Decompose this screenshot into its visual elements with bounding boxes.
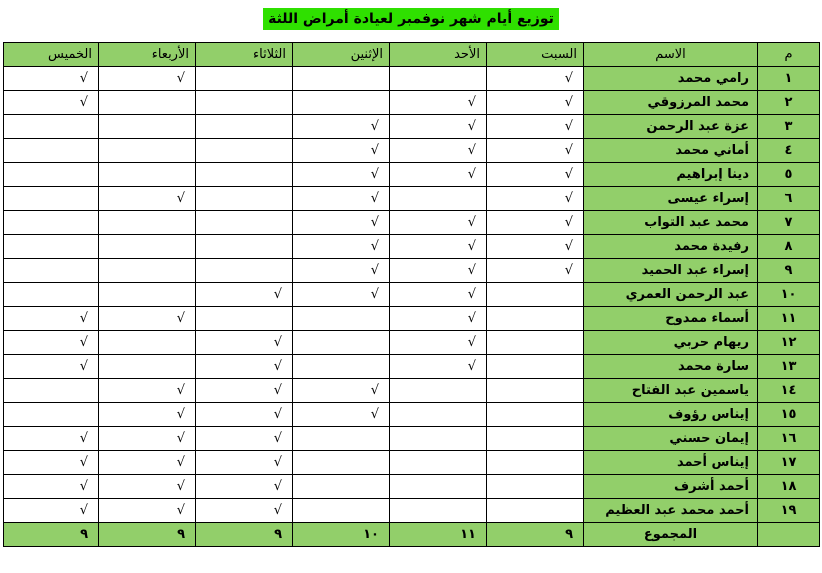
cell-saturday [487,307,584,331]
cell-tuesday [196,307,293,331]
check-monday: √ [293,115,390,139]
table-row [4,163,820,187]
total-saturday: ٩ [487,523,584,547]
cell-saturday [487,451,584,475]
header-name: الاسم [584,43,758,67]
check-monday: √ [293,403,390,427]
check-tuesday: √ [196,283,293,307]
row-number: ٨ [758,235,820,259]
cell-tuesday [196,259,293,283]
row-number: ١٦ [758,427,820,451]
title-wrapper [0,8,822,30]
cell-wednesday [99,163,196,187]
row-name: إيناس أحمد [584,451,758,475]
row-number: ٣ [758,115,820,139]
cell-thursday [4,259,99,283]
check-wednesday: √ [99,379,196,403]
cell-thursday [4,115,99,139]
table-row [4,235,820,259]
table-row [4,451,820,475]
check-sunday: √ [390,139,487,163]
row-number: ١٠ [758,283,820,307]
check-tuesday: √ [196,451,293,475]
check-tuesday: √ [196,427,293,451]
header-thursday: الخميس [4,43,99,67]
check-thursday: √ [4,475,99,499]
total-thursday: ٩ [4,523,99,547]
cell-tuesday [196,115,293,139]
cell-tuesday [196,235,293,259]
cell-monday [293,331,390,355]
header-row [4,43,820,67]
check-thursday: √ [4,91,99,115]
cell-saturday [487,355,584,379]
row-number: ١٩ [758,499,820,523]
row-name: أماني محمد [584,139,758,163]
cell-monday [293,91,390,115]
check-thursday: √ [4,307,99,331]
table-body [4,67,820,523]
cell-sunday [390,427,487,451]
cell-sunday [390,403,487,427]
check-sunday: √ [390,91,487,115]
check-wednesday: √ [99,67,196,91]
table-row [4,331,820,355]
header-wednesday: الأربعاء [99,43,196,67]
check-saturday: √ [487,67,584,91]
check-monday: √ [293,283,390,307]
check-sunday: √ [390,235,487,259]
check-monday: √ [293,211,390,235]
row-number: ١٢ [758,331,820,355]
cell-saturday [487,283,584,307]
row-name: محمد المرزوقي [584,91,758,115]
row-name: دينا إبراهيم [584,163,758,187]
totals-spacer [758,523,820,547]
check-thursday: √ [4,331,99,355]
check-sunday: √ [390,163,487,187]
check-monday: √ [293,379,390,403]
table-row [4,403,820,427]
check-monday: √ [293,139,390,163]
cell-saturday [487,331,584,355]
row-name: أحمد محمد عبد العظيم [584,499,758,523]
schedule-table [3,42,820,547]
check-saturday: √ [487,259,584,283]
totals-row [4,523,820,547]
row-name: رامي محمد [584,67,758,91]
row-number: ٥ [758,163,820,187]
total-wednesday: ٩ [99,523,196,547]
row-number: ١١ [758,307,820,331]
table-row [4,499,820,523]
cell-saturday [487,499,584,523]
cell-saturday [487,475,584,499]
row-number: ١٥ [758,403,820,427]
cell-monday [293,427,390,451]
row-name: إيمان حسني [584,427,758,451]
check-saturday: √ [487,115,584,139]
header-num: م [758,43,820,67]
row-name: إيناس رؤوف [584,403,758,427]
check-monday: √ [293,259,390,283]
header-tuesday: الثلاثاء [196,43,293,67]
check-wednesday: √ [99,451,196,475]
check-saturday: √ [487,91,584,115]
check-wednesday: √ [99,475,196,499]
row-name: أحمد أشرف [584,475,758,499]
table-row [4,475,820,499]
row-number: ٩ [758,259,820,283]
cell-saturday [487,427,584,451]
check-sunday: √ [390,331,487,355]
cell-sunday [390,451,487,475]
check-thursday: √ [4,451,99,475]
cell-monday [293,499,390,523]
table-row [4,427,820,451]
row-number: ٧ [758,211,820,235]
check-saturday: √ [487,211,584,235]
row-name: ياسمين عبد الفتاح [584,379,758,403]
check-thursday: √ [4,67,99,91]
cell-wednesday [99,331,196,355]
cell-sunday [390,379,487,403]
check-wednesday: √ [99,499,196,523]
check-monday: √ [293,163,390,187]
cell-thursday [4,187,99,211]
cell-monday [293,307,390,331]
row-name: محمد عبد التواب [584,211,758,235]
table-row [4,283,820,307]
cell-thursday [4,163,99,187]
row-number: ١٧ [758,451,820,475]
cell-thursday [4,235,99,259]
row-number: ٤ [758,139,820,163]
check-monday: √ [293,187,390,211]
check-sunday: √ [390,283,487,307]
table-row [4,211,820,235]
check-sunday: √ [390,115,487,139]
check-tuesday: √ [196,379,293,403]
row-name: رفيدة محمد [584,235,758,259]
cell-sunday [390,187,487,211]
cell-wednesday [99,283,196,307]
row-number: ١٨ [758,475,820,499]
row-name: إسراء عيسى [584,187,758,211]
cell-wednesday [99,211,196,235]
check-wednesday: √ [99,427,196,451]
header-monday: الإثنين [293,43,390,67]
check-sunday: √ [390,307,487,331]
table-row [4,139,820,163]
check-sunday: √ [390,211,487,235]
cell-thursday [4,379,99,403]
header-saturday: السبت [487,43,584,67]
table-row [4,307,820,331]
page-title: توزيع أيام شهر نوفمبر لعيادة أمراض اللثة [263,8,559,30]
table-row [4,379,820,403]
row-name: عبد الرحمن العمري [584,283,758,307]
check-wednesday: √ [99,403,196,427]
cell-tuesday [196,163,293,187]
check-tuesday: √ [196,403,293,427]
check-tuesday: √ [196,475,293,499]
row-name: ريهام حربي [584,331,758,355]
row-number: ١ [758,67,820,91]
header-sunday: الأحد [390,43,487,67]
check-sunday: √ [390,259,487,283]
cell-sunday [390,475,487,499]
check-saturday: √ [487,235,584,259]
table-row [4,91,820,115]
check-tuesday: √ [196,499,293,523]
table-row [4,115,820,139]
cell-tuesday [196,139,293,163]
totals-label: المجموع [584,523,758,547]
table-row [4,355,820,379]
cell-monday [293,451,390,475]
check-tuesday: √ [196,355,293,379]
row-number: ١٣ [758,355,820,379]
cell-tuesday [196,91,293,115]
check-thursday: √ [4,355,99,379]
cell-monday [293,475,390,499]
check-tuesday: √ [196,331,293,355]
row-name: إسراء عبد الحميد [584,259,758,283]
table-row [4,67,820,91]
total-monday: ١٠ [293,523,390,547]
cell-sunday [390,67,487,91]
row-number: ١٤ [758,379,820,403]
cell-wednesday [99,139,196,163]
cell-tuesday [196,187,293,211]
check-saturday: √ [487,187,584,211]
cell-wednesday [99,355,196,379]
cell-tuesday [196,67,293,91]
check-saturday: √ [487,163,584,187]
row-number: ٦ [758,187,820,211]
row-number: ٢ [758,91,820,115]
row-name: أسماء ممدوح [584,307,758,331]
check-thursday: √ [4,427,99,451]
cell-thursday [4,139,99,163]
cell-wednesday [99,91,196,115]
cell-thursday [4,403,99,427]
cell-monday [293,355,390,379]
cell-thursday [4,283,99,307]
check-saturday: √ [487,139,584,163]
cell-wednesday [99,115,196,139]
cell-sunday [390,499,487,523]
check-sunday: √ [390,355,487,379]
check-monday: √ [293,235,390,259]
row-name: سارة محمد [584,355,758,379]
check-wednesday: √ [99,307,196,331]
cell-saturday [487,403,584,427]
check-thursday: √ [4,499,99,523]
cell-tuesday [196,211,293,235]
cell-thursday [4,211,99,235]
table-row [4,187,820,211]
row-name: عزة عبد الرحمن [584,115,758,139]
check-wednesday: √ [99,187,196,211]
cell-wednesday [99,235,196,259]
total-tuesday: ٩ [196,523,293,547]
table-row [4,259,820,283]
cell-wednesday [99,259,196,283]
cell-monday [293,67,390,91]
cell-saturday [487,379,584,403]
total-sunday: ١١ [390,523,487,547]
